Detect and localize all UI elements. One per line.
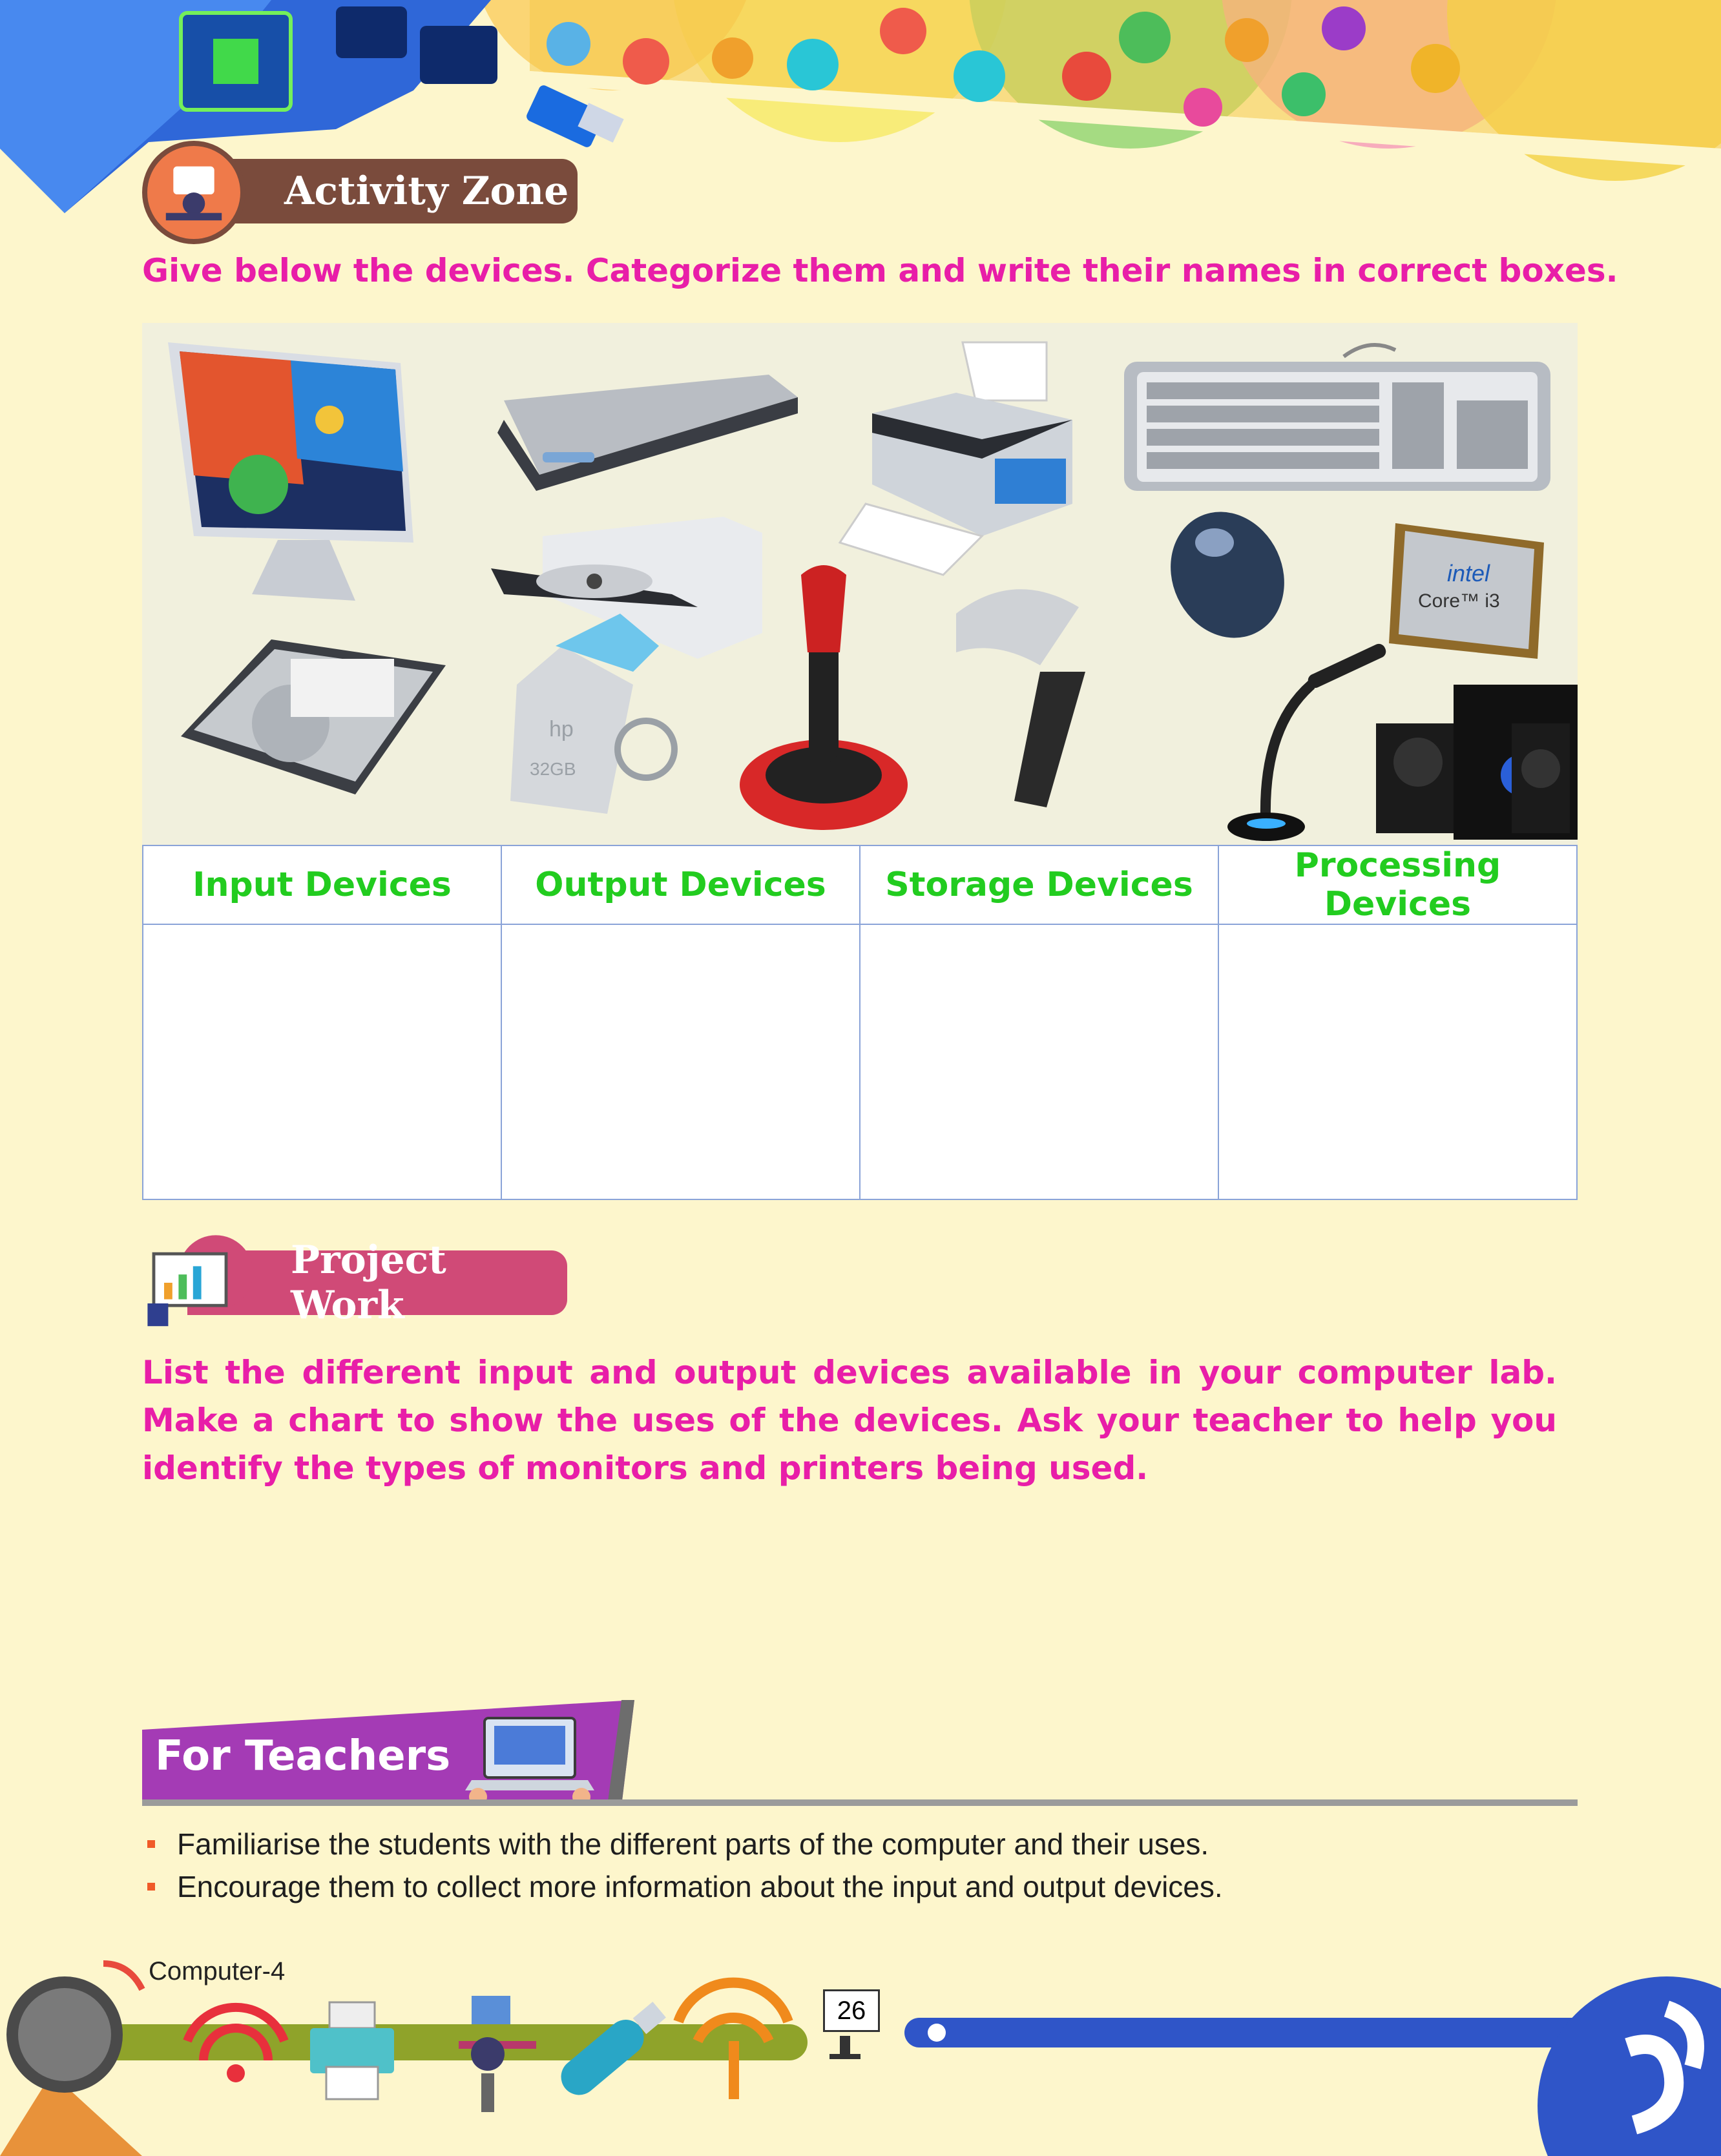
barcode-reader-image [956, 589, 1085, 807]
desk-lamp-image [1227, 642, 1388, 841]
for-teachers-title: For Teachers [155, 1732, 451, 1780]
printer-icon [310, 2002, 394, 2099]
monitor-image [168, 342, 413, 601]
activity-instruction: Give below the devices. Categorize them and write their names in correct boxes. [142, 252, 1618, 289]
column-header-input-devices: Input Devices [143, 845, 501, 924]
teacher-note-text: Encourage them to collect more information about the input and output devices. [177, 1870, 1223, 1903]
joystick-image [740, 565, 908, 830]
pen-drive-brand: hp [549, 717, 574, 741]
answer-cell-output[interactable] [501, 924, 860, 1199]
bullet-icon [147, 1840, 155, 1848]
answer-cell-processing[interactable] [1218, 924, 1577, 1199]
book-label: Computer-4 [149, 1957, 286, 1985]
activity-zone-title: Activity Zone [284, 169, 569, 214]
device-category-table [142, 845, 1578, 1200]
pen-drive-capacity: 32GB [530, 759, 576, 779]
teacher-note [147, 1827, 1209, 1861]
project-work-icon [142, 1231, 258, 1334]
processor-model: Core™ i3 [1418, 590, 1500, 612]
pen-drive-image [510, 614, 674, 814]
project-instruction: List the different input and output devices available in your computer lab. Make a chart to show the uses of the devices. Ask your teacher to help you identify the types of monitors and printers being used. [142, 1354, 1557, 1487]
printer-image [840, 342, 1072, 575]
column-header-output-devices: Output Devices [501, 845, 860, 924]
speakers-image [1376, 685, 1578, 840]
activity-zone-icon [142, 141, 245, 244]
page-number: 26 [823, 1989, 880, 2032]
scanner-image [497, 375, 798, 491]
mouse-image [1151, 493, 1305, 656]
teacher-note-text: Familiarise the students with the different parts of the computer and their uses. [177, 1827, 1209, 1861]
for-teachers-divider [142, 1799, 1578, 1806]
column-header-processing-devices: Processing Devices [1218, 845, 1577, 924]
devices-image-panel [142, 323, 1578, 845]
keyboard-image [1124, 345, 1550, 491]
processor-image [1389, 523, 1544, 659]
teacher-note [147, 1869, 1223, 1904]
answer-cell-storage[interactable] [860, 924, 1218, 1199]
hard-disk-image [181, 639, 446, 794]
answer-cell-input[interactable] [143, 924, 501, 1199]
bullet-icon [147, 1883, 155, 1891]
project-work-title: Project Work [291, 1238, 446, 1328]
processor-brand: intel [1447, 560, 1490, 586]
column-header-storage-devices: Storage Devices [860, 845, 1218, 924]
